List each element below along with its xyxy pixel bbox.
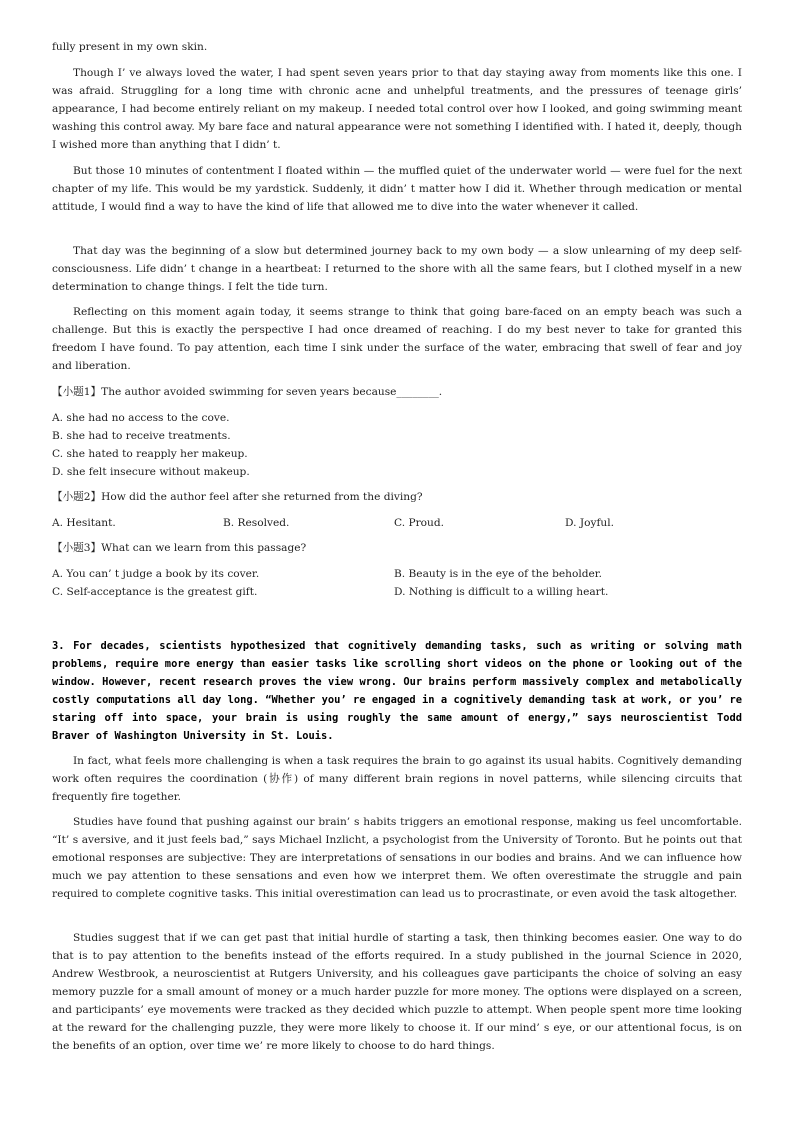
question-2-stem: How did the author feel after she returned from the diving? — [101, 491, 423, 503]
question-2-option-b[interactable]: B. Resolved. — [223, 517, 290, 529]
question-1-option-d[interactable]: D. she felt insecure without makeup. — [52, 466, 250, 478]
passage2-paragraph-4: Reflecting on this moment again today, it seems strange to think that going bare-faced on an empty beach was such a challenge. But this is exactly the perspective I had once dreamed of reaching. I do my best never to take for granted this freedom I have found. To pay attention, each time I sink under the surface of the water, embracing that swell of fear and joy and liberation. — [52, 306, 742, 372]
question-1-option-b[interactable]: B. she had to receive treatments. — [52, 430, 231, 442]
question-3-stem: What can we learn from this passage? — [101, 542, 307, 554]
passage3-paragraph-2: Studies have found that pushing against our brain’ s habits triggers an emotional response, making us feel uncomfortable. “It’ s aversive, and it just feels bad,” says Michael Inzlicht, a psychologist from the University of Toronto. But he points out that emotional responses are subjective: They are interpretations of sensations in our bodies and brains. And we can influence how much we pay attention to these sensations and even how we interpret them. We often overestimate the struggle and pain required to complete cognitive tasks. This initial overestimation can lead us to procrastinate, or even avoid the task altogether. — [52, 816, 742, 900]
passage2-paragraph-0: fully present in my own skin. — [52, 41, 208, 53]
question-2-option-c[interactable]: C. Proud. — [394, 517, 445, 529]
passage2-paragraph-2: But those 10 minutes of contentment I floated within — the muffled quiet of the underwater world — were fuel for the next chapter of my life. This would be my yardstick. Suddenly, it didn’ t matter how I did it. Whether through medication or mental attitude, I would find a way to have the kind of life that allowed me to dive into the water whenever it called. — [52, 165, 742, 213]
question-1-label: 【小题1】 — [52, 386, 102, 398]
question-2-option-a[interactable]: A. Hesitant. — [52, 517, 116, 529]
passage3-paragraph-1: In fact, what feels more challenging is when a task requires the brain to go against its usual habits. Cognitively demanding work often requires the coordination (协作) of many different brain regions in novel patterns, while silencing circuits that frequently fire together. — [52, 755, 742, 803]
question-1-stem: The author avoided swimming for seven years because________. — [101, 386, 443, 398]
question-3-label: 【小题3】 — [52, 542, 102, 554]
question-3-option-b[interactable]: B. Beauty is in the eye of the beholder. — [394, 568, 603, 580]
question-3 — [52, 539, 742, 557]
question-3-option-c[interactable]: C. Self-acceptance is the greatest gift. — [52, 586, 258, 598]
question-2-label: 【小题2】 — [52, 491, 102, 503]
question-2-option-d[interactable]: D. Joyful. — [565, 517, 614, 529]
question-3-option-d[interactable]: D. Nothing is difficult to a willing heart. — [394, 586, 609, 598]
passage2-paragraph-3: That day was the beginning of a slow but determined journey back to my own body — a slow unlearning of my deep self-consciousness. Life didn’ t change in a heartbeat: I returned to the shore with all the same fears, but I clothed myself in a new determination to change things. I felt the tide turn. — [52, 245, 742, 293]
question-1-option-c[interactable]: C. she hated to reapply her makeup. — [52, 448, 248, 460]
question-3-option-a[interactable]: A. You can’ t judge a book by its cover. — [52, 568, 260, 580]
passage3-intro: 3. For decades, scientists hypothesized that cognitively demanding tasks, such as writing or solving math problems, require more energy than easier tasks like scrolling short videos on the phone or looking out of the window. However, recent research proves the view wrong. Our brains perform massively complex and metabolically costly computations all day long. “Whether you’ re engaged in a cognitively demanding task at work, or you’ re staring off into space, your brain is using roughly the same amount of energy,” says neuroscientist Todd Braver of Washington University in St. Louis. — [52, 640, 742, 742]
passage3-paragraph-3: Studies suggest that if we can get past that initial hurdle of starting a task, then thinking becomes easier. One way to do that is to pay attention to the benefits instead of the efforts required. In a study published in the journal Science in 2020, Andrew Westbrook, a neuroscientist at Rutgers University, and his colleagues gave participants the choice of solving an easy memory puzzle for a small amount of money or a much harder puzzle for more money. The options were displayed on a screen, and participants’ eye movements were tracked as they decided which puzzle to attempt. When people spent more time looking at the reward for the challenging puzzle, they were more likely to choose it. If our mind’ s eye, or our attentional focus, is on the benefits of an option, over time we’ re more likely to choose to do hard things. — [52, 932, 742, 1052]
question-1-option-a[interactable]: A. she had no access to the cove. — [52, 412, 230, 424]
question-1 — [52, 383, 742, 401]
question-2 — [52, 488, 742, 506]
passage2-paragraph-1: Though I’ ve always loved the water, I had spent seven years prior to that day staying away from moments like this one. I was afraid. Struggling for a long time with chronic acne and unhelpful treatments, and the pressures of teenage girls’ appearance, I had become entirely reliant on my makeup. I needed total control over how I looked, and going swimming meant washing this control away. My bare face and natural appearance were not something I identified with. I hated it, deeply, though I wished more than anything that I didn’ t. — [52, 67, 742, 151]
